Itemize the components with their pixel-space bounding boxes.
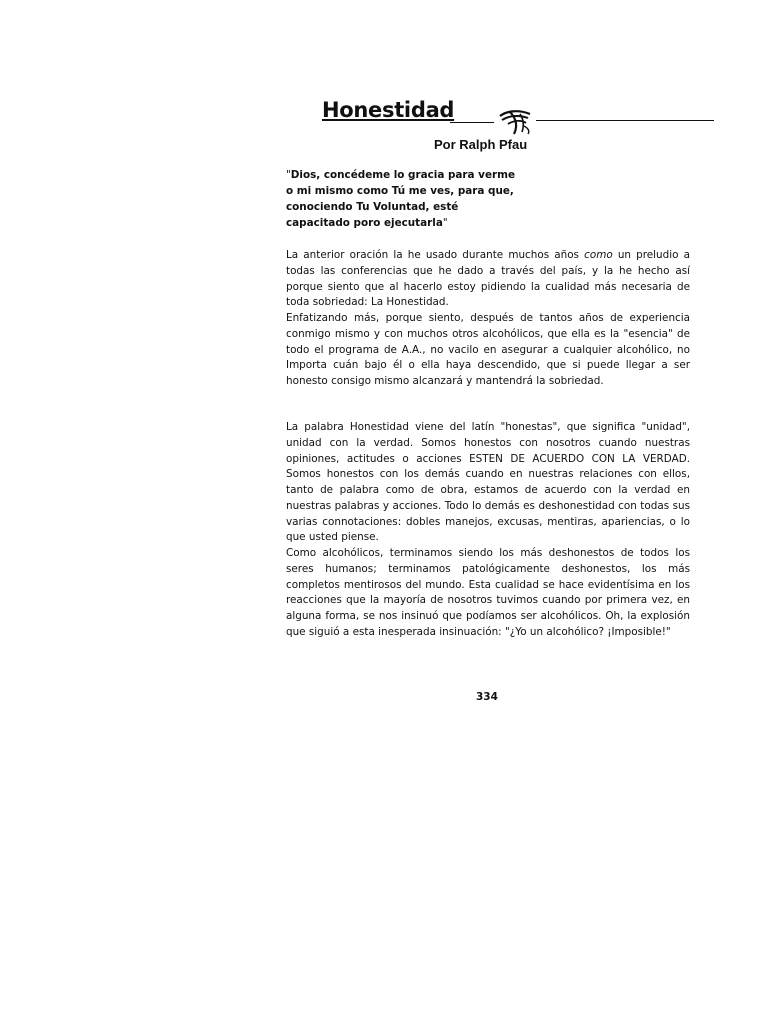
paragraph-3: La palabra Honestidad viene del latín "honestas", que significa "unidad", unidad con la verdad. Somos honestos con nosotros cuando nuestras opiniones, actitudes o acciones ESTEN DE ACUERDO CON LA VERDAD. Somos honestos con los demás cuando en nuestras relaciones con ellos, tanto de palabra como de obra, estamos de acuerdo con la verdad en nuestras palabras y acciones. Todo lo demás es deshonestidad con todas sus varias connotaciones: dobles manejos, excusas, mentiras, apariencias, o lo que usted piense. [286, 421, 690, 544]
paragraph-1-end: un preludio a todas las conferencias que he dado a través del país, y la he hecho así porque siento que al hacerlo estoy pidiendo la cualidad más necesaria de toda sobriedad: La Honestidad. [286, 249, 690, 309]
paragraph-1 [286, 248, 690, 311]
title-rule-right [536, 120, 714, 121]
prayer-line [286, 183, 546, 199]
paragraph-4: Como alcohólicos, terminamos siendo los más deshonestos de todos los seres humanos; terminamos patológicamente deshonestos, los más completos mentirosos del mundo. Esta cualidad se hace evidentísima en los reacciones que la mayoría de nosotros tuvimos cuando por primera vez, en alguna forma, se nos insinuó que podíamos ser alcohólicos. Oh, la explosión que siguió a esta inesperada insinuación: "¿Yo un alcohólico? ¡Imposible!" [286, 547, 690, 638]
title-rule-left [450, 122, 494, 123]
prayer-line-text: capacitado poro ejecutarla [286, 217, 443, 229]
prayer-line-text: Dios, concédeme lo gracia para verme [290, 169, 515, 181]
prayer-line-text: conociendo Tu Voluntad, esté [286, 201, 459, 213]
prayer-line-text: o mi mismo como Tú me ves, para que, [286, 185, 514, 197]
author-byline: Por Ralph Pfau [434, 137, 528, 152]
prayer-open-quote: " [286, 169, 291, 181]
opening-prayer [286, 167, 546, 231]
paragraph-2: Enfatizando más, porque siento, después de tantos años de experiencia conmigo mismo y con muchos otros alcohólicos, que ella es la "esencia" de todo el programa de A.A., no vacilo en asegurar a cualquier alcohólico, no Importa cuán bajo él o ella haya descendido, que si puede llegar a ser honesto consigo mismo alcanzará y mantendrá la sobriedad. [286, 312, 690, 387]
prayer-line [286, 215, 546, 231]
paragraph-1-start: La anterior oración la he usado durante muchos años [286, 249, 585, 261]
title-row [322, 98, 714, 138]
page-title: Honestidad [322, 98, 455, 122]
paragraph-1-emphasis: como [584, 249, 613, 261]
prayer-line [286, 167, 546, 183]
prayer-close-quote: " [442, 217, 448, 229]
scroll-ornament-icon [498, 106, 534, 136]
prayer-line [286, 199, 546, 215]
page-number: 334 [476, 691, 498, 703]
